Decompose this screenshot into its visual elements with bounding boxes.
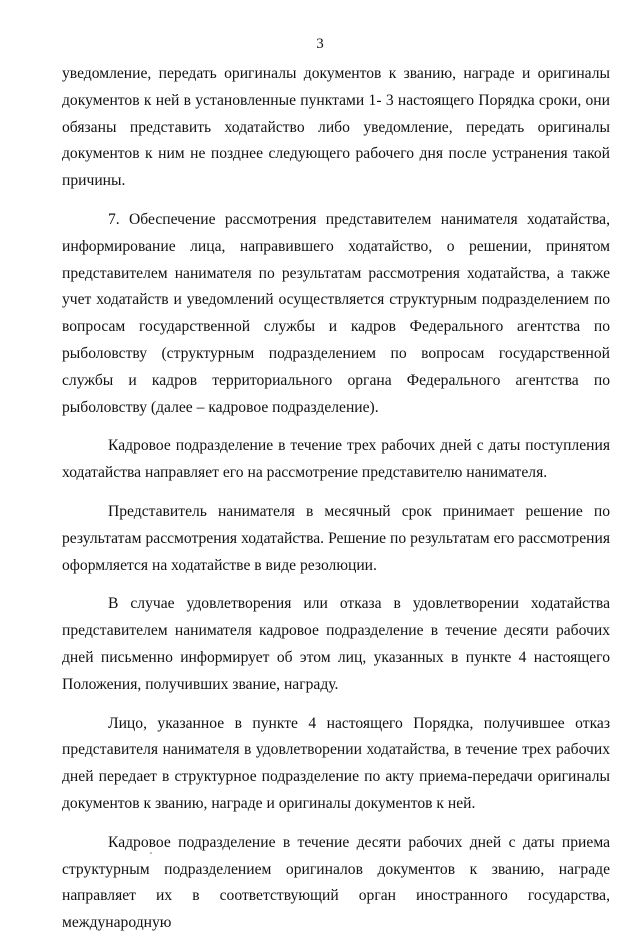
page-number: 3 xyxy=(316,36,324,52)
paragraph-return-documents: Кадровое подразделение в течение десяти рабочих дней с даты приема структурным подразделением оригиналов документов к званию, награде направляет их в соответствующий орган иностранного государства, международную xyxy=(62,833,610,932)
paragraph-hr-forwarding: Кадровое подразделение в течение трех рабочих дней с даты поступления ходатайства направляет его на рассмотрение представителю нанимателя. xyxy=(62,437,610,482)
paragraph-decision: Представитель нанимателя в месячный срок принимает решение по результатам рассмотрения ходатайства. Решение по результатам его рассмотрения оформляется на ходатайстве в виде резолюции. xyxy=(62,502,610,574)
paragraph-refusal-transfer: Лицо, указанное в пункте 4 настоящего Порядка, получившее отказ представителя нанимателя в удовлетворении ходатайства, в течение трех рабочих дней передает в структурное подразделение по акту приема-передачи оригиналы документов к званию, награде и оригиналы документов к ней. xyxy=(62,714,610,812)
document-body xyxy=(62,61,610,937)
paragraph-item-7: 7. Обеспечение рассмотрения представителем нанимателя ходатайства, информирование лица, направившего ходатайство, о решении, принятом представителем нанимателя по результатам рассмотрения ходатайства, а также учет ходатайств и уведомлений осуществляется структурным подразделением по вопросам государственной службы и кадров Федерального агентства по рыболовству (структурным подразделением по вопросам государственной службы и кадров территориального органа Федерального агентства по рыболовству (далее – кадровое подразделение). xyxy=(62,210,610,416)
scan-artifact xyxy=(150,852,152,854)
paragraph-notification: В случае удовлетворения или отказа в удовлетворении ходатайства представителем нанимателя кадровое подразделение в течение десяти рабочих дней письменно информирует об этом лиц, указанных в пункте 4 настоящего Положения, получивших звание, награду. xyxy=(62,595,610,693)
paragraph-continuation: уведомление, передать оригиналы документов к званию, награде и оригиналы документов к ней в установленные пунктами 1- 3 настоящего Порядка сроки, они обязаны представить ходатайство либо уведомление, передать оригиналы документов к ним не позднее следующего рабочего дня после устранения такой причины. xyxy=(62,65,610,190)
